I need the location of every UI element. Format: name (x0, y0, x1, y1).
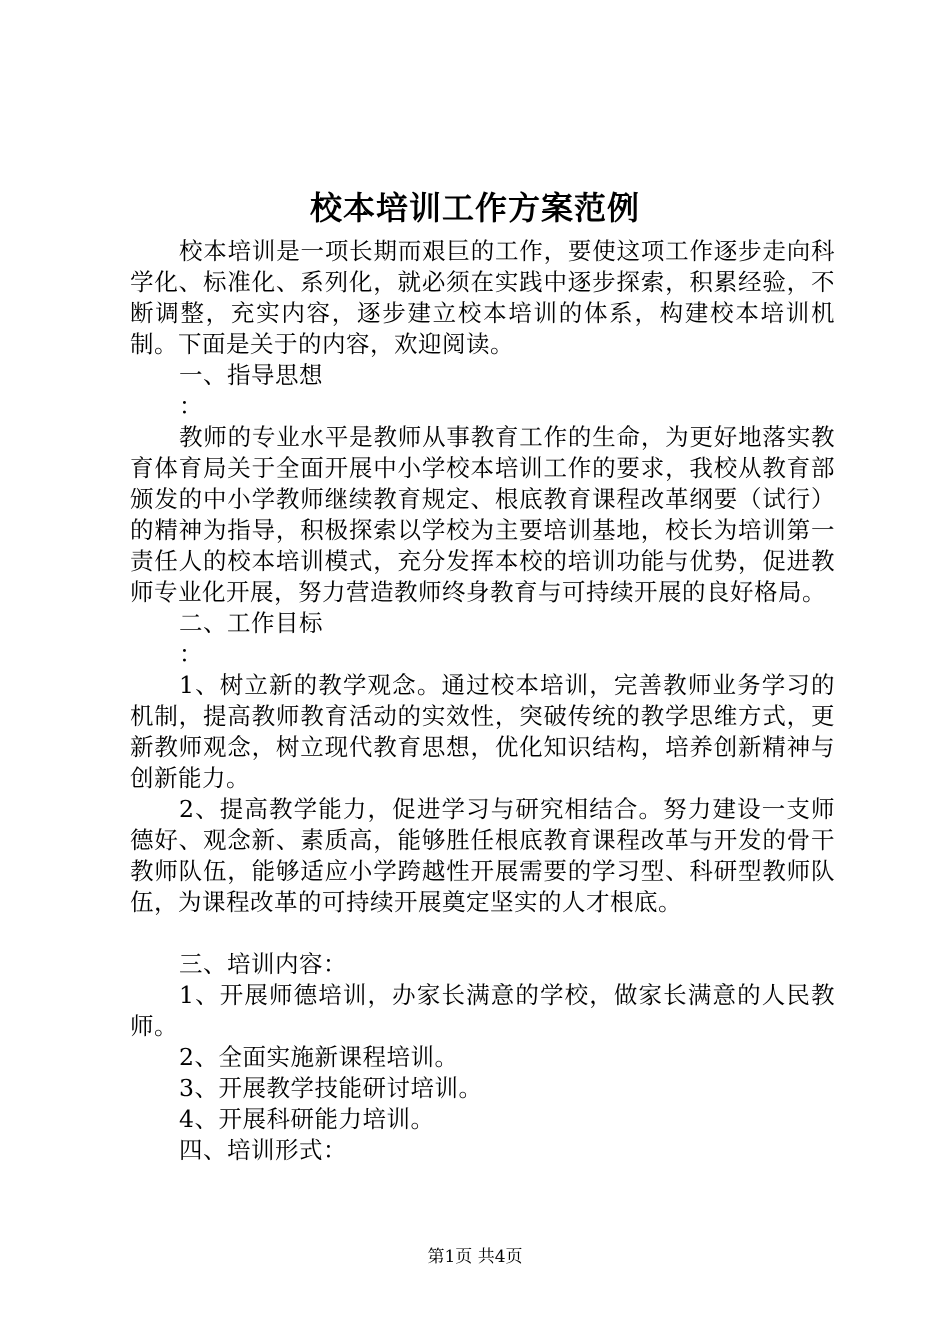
content-item-2: 2、全面实施新课程培训。 (179, 1043, 459, 1071)
content-item-3: 3、开展教学技能研讨培训。 (179, 1074, 483, 1102)
document-title: 校本培训工作方案范例 (309, 189, 640, 227)
guiding-ideology-paragraph: 教师的专业水平是教师从事教育工作的生命，为更好地落实教育体育局关于全面开展中小学校本培训工作的要求，我校从教育部颁发的中小学教师继续教育规定、根底教育课程改革纲要（试行）的精神为指导，积极探索以学校为主要培训基地，校长为培训第一责任人的校本培训模式，充分发挥本校的培训功能与优势，促进教师专业化开展，努力营造教师终身教育与可持续开展的良好格局。 (130, 423, 835, 606)
section-colon: ： (179, 392, 203, 420)
section-heading-training-form: 四、培训形式： (179, 1136, 347, 1164)
section-heading-training-content: 三、培训内容： (179, 950, 347, 978)
section-heading-guiding-ideology: 一、指导思想 (179, 361, 323, 389)
goal-item-1: 1、树立新的教学观念。通过校本培训，完善教师业务学习的机制，提高教师教育活动的实效性，突破传统的教学思维方式，更新教师观念，树立现代教育思想，优化知识结构，培养创新精神与创新能力。 (130, 671, 835, 792)
content-item-1: 1、开展师德培训，办家长满意的学校，做家长满意的人民教师。 (130, 981, 835, 1040)
document-body (130, 236, 835, 1166)
goal-item-2: 2、提高教学能力，促进学习与研究相结合。努力建设一支师德好、观念新、素质高，能够胜任根底教育课程改革与开发的骨干教师队伍，能够适应小学跨越性开展需要的学习型、科研型教师队伍，为课程改革的可持续开展奠定坚实的人才根底。 (130, 795, 835, 916)
page-footer: 第1页 共4页 (427, 1247, 523, 1267)
section-heading-work-goals: 二、工作目标 (179, 609, 323, 637)
content-item-4: 4、开展科研能力培训。 (179, 1105, 435, 1133)
section-colon: ： (179, 640, 203, 668)
intro-paragraph: 校本培训是一项长期而艰巨的工作，要使这项工作逐步走向科学化、标准化、系列化，就必须在实践中逐步探索，积累经验，不断调整，充实内容，逐步建立校本培训的体系，构建校本培训机制。下面是关于的内容，欢迎阅读。 (130, 237, 835, 358)
